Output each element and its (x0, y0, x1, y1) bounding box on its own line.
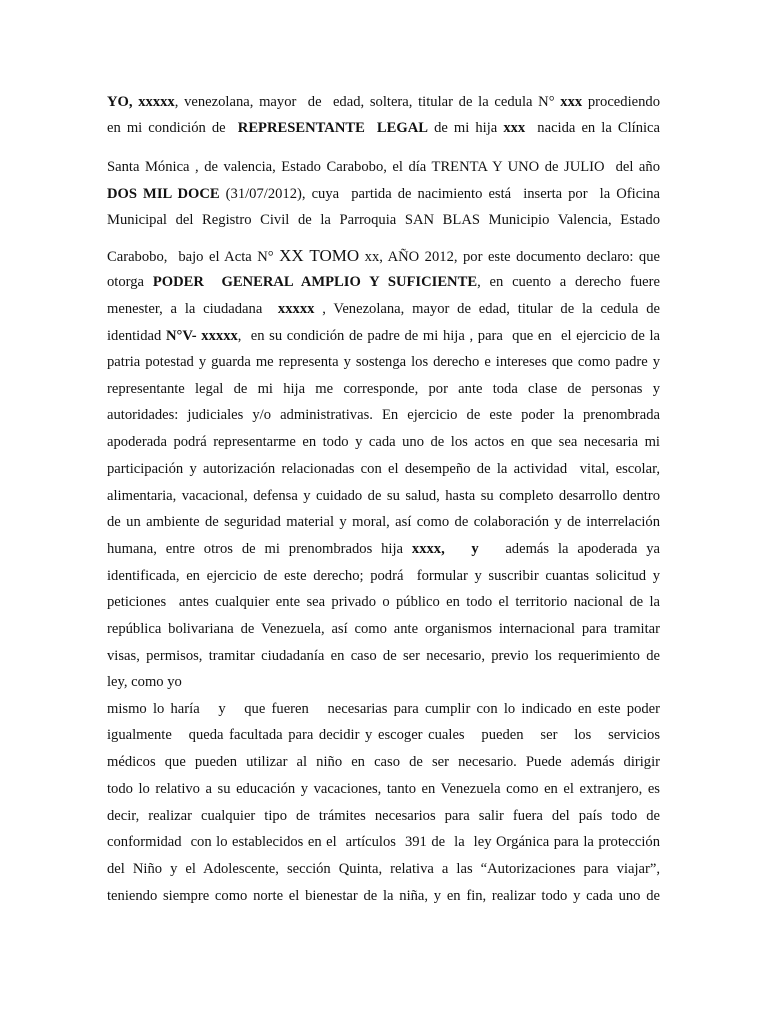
paragraph-line (107, 486, 660, 506)
paragraph-line (107, 405, 660, 425)
bold-text: xxxxx (277, 301, 315, 317)
bold-text: y (471, 541, 479, 557)
paragraph-line (107, 619, 660, 639)
paragraph-line (107, 272, 660, 292)
paragraph-line (107, 352, 660, 372)
paragraph-line (107, 432, 660, 452)
text-run: identidad (107, 328, 166, 344)
paragraph-line (107, 157, 660, 177)
text-run: XX TOMO (279, 246, 360, 265)
paragraph-line (107, 672, 660, 692)
bold-text: YO, xxxxx (107, 94, 175, 110)
paragraph-line (107, 379, 660, 399)
text-run: representante legal de mi hija me corresponde, por ante toda clase de personas y (107, 381, 660, 397)
text-run: de un ambiente de seguridad material y moral, así como de colaboración y de interrelación (107, 514, 660, 530)
text-run: visas, permisos, tramitar ciudadanía en caso de ser necesario, previo los requerimiento de (107, 648, 660, 664)
text-run: , en cuento a derecho fuere (477, 274, 660, 290)
text-run: identificada, en ejercicio de este derecho; podrá formular y suscribir cuantas solicitud y (107, 568, 660, 584)
text-run: , Venezolana, mayor de edad, titular de la cedula de (314, 301, 660, 317)
paragraph-line (107, 592, 660, 612)
text-run: nacida en la Clínica (525, 120, 661, 136)
text-run: patria potestad y guarda me representa y sostenga los derecho e intereses que como padre y (107, 354, 660, 370)
bold-text: N°V- xxxxx (165, 328, 238, 344)
bold-text: xxx (503, 120, 526, 136)
paragraph-line (107, 646, 660, 666)
bold-text: REPRESENTANTE LEGAL (237, 120, 429, 136)
text-run: participación y autorización relacionadas con el desempeño de la actividad vital, escolar, (107, 461, 660, 477)
text-run: mismo lo haría y que fueren necesarias para cumplir con lo indicado en este poder (107, 701, 660, 717)
text-run: procediendo (582, 94, 660, 110)
text-run: del Niño y el Adolescente, sección Quinta, relativa a las “Autorizaciones para viajar”, (107, 861, 660, 877)
text-run: , venezolana, mayor de edad, soltera, titular de la cedula N° (174, 94, 561, 110)
text-run: xx, AÑO 2012, por este documento declaro: que (359, 249, 660, 265)
paragraph-line (107, 806, 660, 826)
bold-text: DOS MIL DOCE (107, 186, 220, 202)
text-run: autoridades: judiciales y/o administrativas. En ejercicio de este poder la prenombrada (107, 407, 660, 423)
paragraph-line (107, 832, 660, 852)
text-run: , en su condición de padre de mi hija , para que en el ejercicio de la (237, 328, 660, 344)
paragraph-line (107, 246, 660, 267)
text-run: humana, entre otros de mi prenombrados hija (107, 541, 412, 557)
paragraph-line (107, 184, 660, 204)
paragraph-line (107, 92, 660, 112)
text-run: conformidad con lo establecidos en el artículos 391 de la ley Orgánica para la protección (107, 834, 660, 850)
text-run: peticiones antes cualquier ente sea privado o público en todo el territorio nacional de la (107, 594, 660, 610)
paragraph-line (107, 512, 660, 532)
text-run: alimentaria, vacacional, defensa y cuidado de su salud, hasta su completo desarrollo dentro (107, 488, 660, 504)
bold-text: xxx (560, 94, 583, 110)
text-run: decir, realizar cualquier tipo de trámites necesarios para salir fuera del país todo de (107, 808, 660, 824)
paragraph-line (107, 539, 660, 559)
text-run: Municipal del Registro Civil de la Parroquia SAN BLAS Municipio Valencia, Estado (107, 212, 660, 228)
text-run: de mi hija (428, 120, 504, 136)
text-run: otorga (107, 274, 153, 290)
text-run: ley, como yo (107, 674, 182, 690)
text-run: Santa Mónica , de valencia, Estado Carabobo, el día TRENTA Y UNO de JULIO del año (107, 159, 660, 175)
paragraph-line (107, 118, 660, 138)
text-run: apoderada podrá representarme en todo y cada uno de los actos en que sea necesaria mi (107, 434, 660, 450)
paragraph-line (107, 859, 660, 879)
text-run: teniendo siempre como norte el bienestar de la niña, y en fin, realizar todo y cada uno de (107, 888, 660, 904)
text-run: todo lo relativo a su educación y vacaciones, tanto en Venezuela como en el extranjero, es (107, 781, 660, 797)
paragraph-line (107, 725, 660, 745)
paragraph-line (107, 752, 660, 772)
paragraph-line (107, 326, 660, 346)
text-run: médicos que pueden utilizar al niño en caso de ser necesario. Puede además dirigir (107, 754, 660, 770)
paragraph-line (107, 210, 660, 230)
text-run: Carabobo, bajo el Acta N° (107, 249, 280, 265)
text-run: (31/07/2012), cuya partida de nacimiento está inserta por la Oficina (219, 186, 661, 202)
paragraph-line (107, 779, 660, 799)
paragraph-line (107, 886, 660, 906)
bold-text: PODER GENERAL AMPLIO Y SUFICIENTE (152, 274, 478, 290)
text-run: república bolivariana de Venezuela, así como ante organismos internacional para tramitar (107, 621, 660, 637)
bold-text: xxxx, (411, 541, 445, 557)
paragraph-line (107, 699, 660, 719)
paragraph-line (107, 459, 660, 479)
paragraph-line (107, 566, 660, 586)
text-run: además la apoderada ya (478, 541, 660, 557)
text-run (445, 541, 472, 557)
text-run: en mi condición de (107, 120, 238, 136)
text-run: igualmente queda facultada para decidir y escoger cuales pueden ser los servicios (107, 727, 660, 743)
text-run: menester, a la ciudadana (107, 301, 278, 317)
paragraph-line (107, 299, 660, 319)
